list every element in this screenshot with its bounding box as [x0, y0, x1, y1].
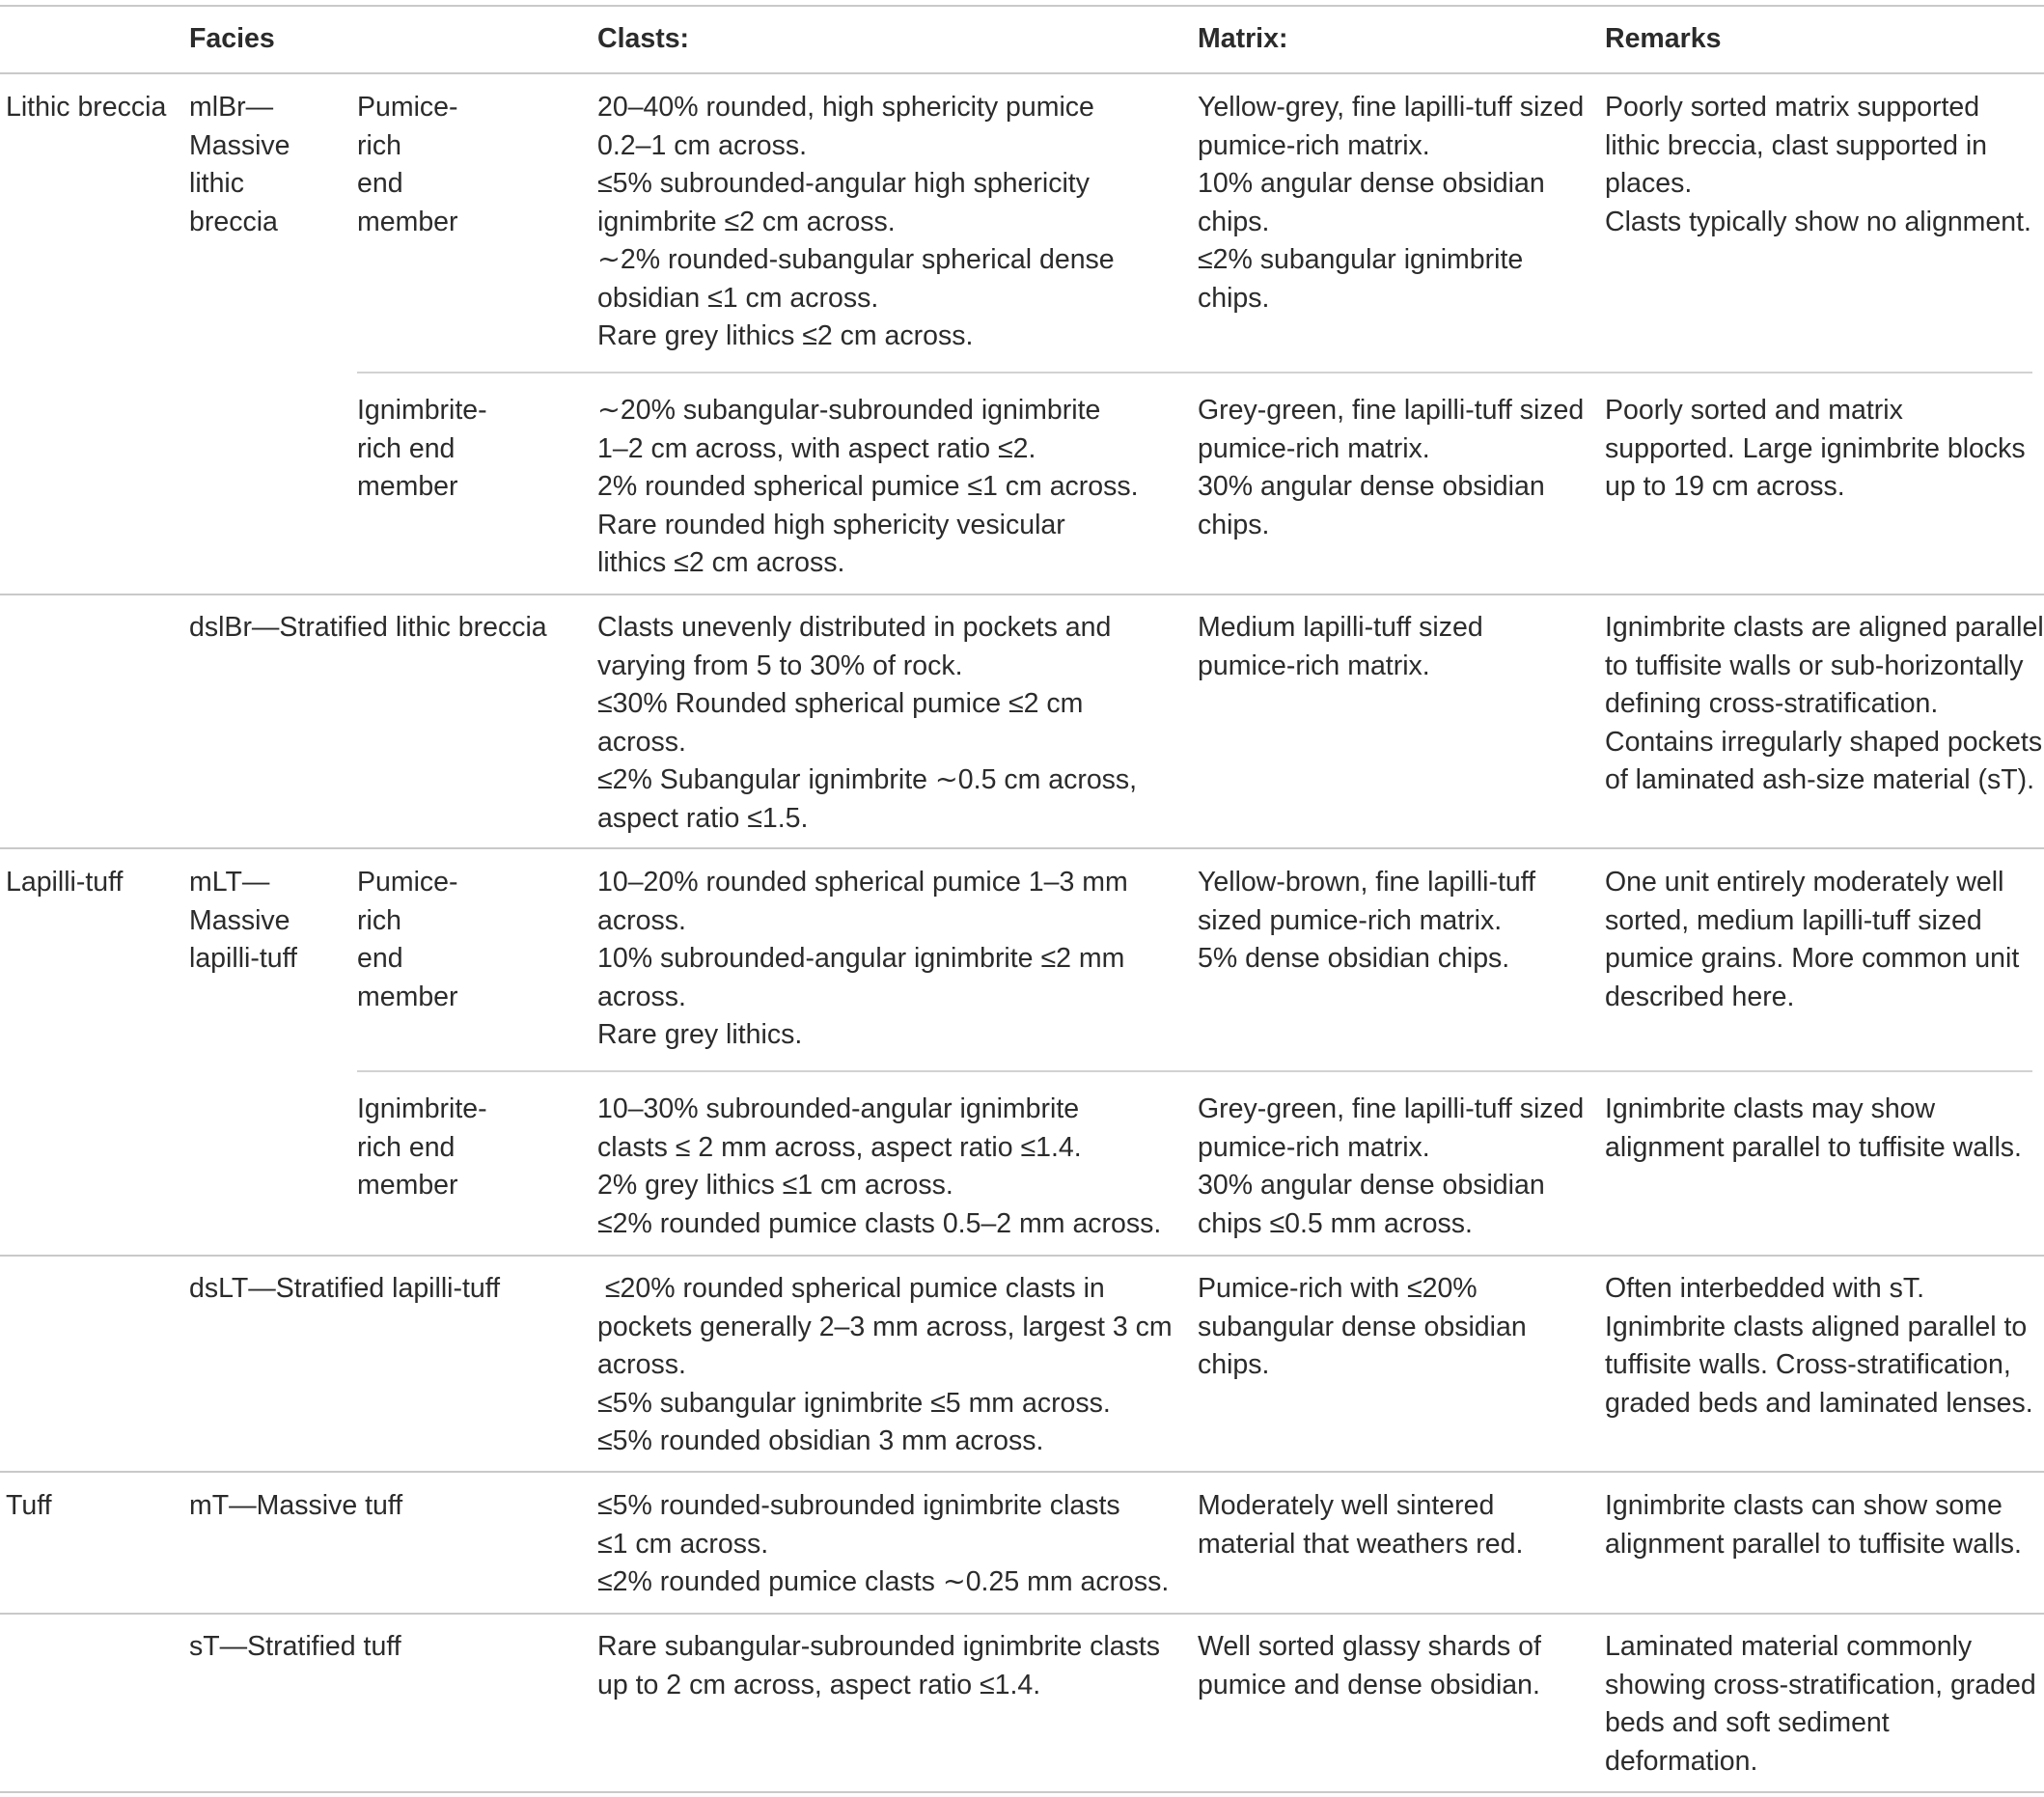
clasts-line: 1–2 cm across, with aspect ratio ≤2.: [597, 433, 1036, 464]
clasts-line: 10–30% subrounded-angular ignimbrite: [597, 1093, 1080, 1124]
matrix-line: sized pumice-rich matrix.: [1198, 905, 1503, 936]
member-line: Ignimbrite-: [357, 395, 487, 426]
clasts-line: 2% grey lithics ≤1 cm across.: [597, 1170, 953, 1201]
header-remarks: Remarks: [1605, 23, 1722, 54]
member-line: member: [357, 471, 458, 502]
matrix-line: Moderately well sintered: [1198, 1490, 1495, 1521]
matrix-line: Grey-green, fine lapilli-tuff sized: [1198, 395, 1585, 426]
remarks-line: Poorly sorted matrix supported: [1605, 92, 1980, 123]
matrix-line: Yellow-grey, fine lapilli-tuff sized: [1198, 92, 1585, 123]
remarks-line: supported. Large ignimbrite blocks: [1605, 433, 2026, 464]
remarks-line: up to 19 cm across.: [1605, 471, 1845, 502]
remarks-line: sorted, medium lapilli-tuff sized: [1605, 905, 1982, 936]
clasts-line: across.: [597, 727, 686, 758]
matrix-line: pumice-rich matrix.: [1198, 650, 1430, 681]
facies-line: lithic: [189, 168, 245, 199]
member-line: rich end: [357, 433, 456, 464]
clasts-line: ≤5% rounded-subrounded ignimbrite clasts: [597, 1490, 1120, 1521]
facies-line: breccia: [189, 207, 278, 237]
header-matrix: Matrix:: [1198, 23, 1288, 54]
facies-line: mlBr—: [189, 92, 274, 123]
matrix-line: chips.: [1198, 510, 1270, 540]
member-line: member: [357, 1170, 458, 1201]
clasts-line: Rare rounded high sphericity vesicular: [597, 510, 1065, 540]
clasts-line: ≤2% rounded pumice clasts ∼0.25 mm across.: [597, 1566, 1170, 1597]
header-facies: Facies: [189, 23, 275, 54]
row-rule: [0, 1255, 2044, 1257]
matrix-line: Yellow-brown, fine lapilli-tuff: [1198, 867, 1536, 898]
remarks-line: lithic breccia, clast supported in: [1605, 130, 1988, 161]
row-rule: [0, 847, 2044, 849]
group-label: Tuff: [6, 1490, 52, 1521]
facies-line: mT—Massive tuff: [189, 1490, 403, 1521]
matrix-line: subangular dense obsidian: [1198, 1312, 1527, 1342]
facies-line: Massive: [189, 130, 290, 161]
matrix-line: pumice-rich matrix.: [1198, 1132, 1430, 1163]
clasts-line: ≤5% rounded obsidian 3 mm across.: [597, 1425, 1044, 1456]
member-line: rich end: [357, 1132, 456, 1163]
remarks-line: of laminated ash-size material (sT).: [1605, 764, 2035, 795]
matrix-line: ≤2% subangular ignimbrite: [1198, 244, 1524, 275]
clasts-line: across.: [597, 981, 686, 1012]
matrix-line: chips.: [1198, 207, 1270, 237]
matrix-line: Grey-green, fine lapilli-tuff sized: [1198, 1093, 1585, 1124]
table-top-rule: [0, 5, 2044, 7]
matrix-line: pumice-rich matrix.: [1198, 433, 1430, 464]
remarks-line: Often interbedded with sT.: [1605, 1273, 1925, 1304]
remarks-line: places.: [1605, 168, 1693, 199]
clasts-line: across.: [597, 905, 686, 936]
clasts-line: ≤2% rounded pumice clasts 0.5–2 mm across.: [597, 1208, 1162, 1239]
clasts-line: ∼2% rounded-subangular spherical dense: [597, 244, 1115, 275]
remarks-line: Ignimbrite clasts can show some: [1605, 1490, 2003, 1521]
clasts-line: ≤2% Subangular ignimbrite ∼0.5 cm across,: [597, 764, 1138, 795]
remarks-line: One unit entirely moderately well: [1605, 867, 2004, 898]
clasts-line: clasts ≤ 2 mm across, aspect ratio ≤1.4.: [597, 1132, 1082, 1163]
remarks-line: Poorly sorted and matrix: [1605, 395, 1903, 426]
matrix-line: Pumice-rich with ≤20%: [1198, 1273, 1478, 1304]
row-rule: [0, 1613, 2044, 1615]
member-line: rich: [357, 905, 401, 936]
clasts-line: pockets generally 2–3 mm across, largest 3 cm: [597, 1312, 1173, 1342]
remarks-line: defining cross-stratification.: [1605, 688, 1939, 719]
clasts-line: 2% rounded spherical pumice ≤1 cm across.: [597, 471, 1139, 502]
matrix-line: 30% angular dense obsidian: [1198, 471, 1545, 502]
clasts-line: Rare subangular-subrounded ignimbrite clasts: [597, 1631, 1160, 1662]
member-line: end: [357, 168, 403, 199]
matrix-line: chips.: [1198, 1349, 1270, 1380]
matrix-line: chips ≤0.5 mm across.: [1198, 1208, 1473, 1239]
member-line: Pumice-: [357, 867, 458, 898]
member-line: Pumice-: [357, 92, 458, 123]
clasts-line: Clasts unevenly distributed in pockets and: [597, 612, 1112, 643]
matrix-line: pumice and dense obsidian.: [1198, 1670, 1540, 1700]
facies-line: dslBr—Stratified lithic breccia: [189, 612, 547, 643]
clasts-line: aspect ratio ≤1.5.: [597, 803, 809, 834]
remarks-line: Contains irregularly shaped pockets: [1605, 727, 2043, 758]
remarks-line: graded beds and laminated lenses.: [1605, 1388, 2033, 1419]
clasts-line: Rare grey lithics ≤2 cm across.: [597, 320, 974, 351]
clasts-line: 0.2–1 cm across.: [597, 130, 808, 161]
remarks-line: pumice grains. More common unit: [1605, 943, 2020, 974]
facies-line: sT—Stratified tuff: [189, 1631, 401, 1662]
facies-line: Massive: [189, 905, 290, 936]
remarks-line: Ignimbrite clasts aligned parallel to: [1605, 1312, 2028, 1342]
clasts-line: 10–20% rounded spherical pumice 1–3 mm: [597, 867, 1128, 898]
clasts-line: across.: [597, 1349, 686, 1380]
remarks-line: alignment parallel to tuffisite walls.: [1605, 1132, 2022, 1163]
facies-line: lapilli-tuff: [189, 943, 297, 974]
clasts-line: 20–40% rounded, high sphericity pumice: [597, 92, 1094, 123]
member-line: member: [357, 207, 458, 237]
remarks-line: tuffisite walls. Cross-stratification,: [1605, 1349, 2011, 1380]
remarks-line: Clasts typically show no alignment.: [1605, 207, 2031, 237]
header-clasts: Clasts:: [597, 23, 690, 54]
clasts-line: varying from 5 to 30% of rock.: [597, 650, 963, 681]
table-bottom-rule: [0, 1791, 2044, 1793]
matrix-line: 5% dense obsidian chips.: [1198, 943, 1510, 974]
clasts-line: up to 2 cm across, aspect ratio ≤1.4.: [597, 1670, 1041, 1700]
matrix-line: 30% angular dense obsidian: [1198, 1170, 1545, 1201]
matrix-line: pumice-rich matrix.: [1198, 130, 1430, 161]
clasts-line: Rare grey lithics.: [597, 1019, 803, 1050]
matrix-line: chips.: [1198, 283, 1270, 314]
subrow-rule: [357, 372, 2032, 373]
remarks-line: Laminated material commonly: [1605, 1631, 1973, 1662]
matrix-line: material that weathers red.: [1198, 1529, 1524, 1560]
group-label: Lithic breccia: [6, 92, 167, 123]
facies-line: dsLT—Stratified lapilli-tuff: [189, 1273, 501, 1304]
clasts-line: ≤5% subangular ignimbrite ≤5 mm across.: [597, 1388, 1111, 1419]
header-rule: [0, 72, 2044, 74]
matrix-line: Well sorted glassy shards of: [1198, 1631, 1541, 1662]
facies-line: mLT—: [189, 867, 270, 898]
member-line: end: [357, 943, 403, 974]
clasts-line: ≤20% rounded spherical pumice clasts in: [597, 1273, 1105, 1304]
remarks-line: alignment parallel to tuffisite walls.: [1605, 1529, 2022, 1560]
clasts-line: obsidian ≤1 cm across.: [597, 283, 879, 314]
clasts-line: ≤5% subrounded-angular high sphericity: [597, 168, 1090, 199]
row-rule: [0, 1471, 2044, 1473]
remarks-line: beds and soft sediment: [1605, 1707, 1890, 1738]
clasts-line: 10% subrounded-angular ignimbrite ≤2 mm: [597, 943, 1125, 974]
matrix-line: Medium lapilli-tuff sized: [1198, 612, 1483, 643]
member-line: rich: [357, 130, 401, 161]
clasts-line: lithics ≤2 cm across.: [597, 547, 845, 578]
group-label: Lapilli-tuff: [6, 867, 124, 898]
clasts-line: ∼20% subangular-subrounded ignimbrite: [597, 395, 1101, 426]
subrow-rule: [357, 1070, 2032, 1072]
remarks-line: Ignimbrite clasts are aligned parallel: [1605, 612, 2044, 643]
clasts-line: ignimbrite ≤2 cm across.: [597, 207, 896, 237]
remarks-line: showing cross-stratification, graded: [1605, 1670, 2036, 1700]
remarks-line: deformation.: [1605, 1746, 1758, 1777]
remarks-line: to tuffisite walls or sub-horizontally: [1605, 650, 2024, 681]
remarks-line: Ignimbrite clasts may show: [1605, 1093, 1936, 1124]
member-line: member: [357, 981, 458, 1012]
matrix-line: 10% angular dense obsidian: [1198, 168, 1545, 199]
member-line: Ignimbrite-: [357, 1093, 487, 1124]
clasts-line: ≤1 cm across.: [597, 1529, 769, 1560]
row-rule: [0, 594, 2044, 595]
remarks-line: described here.: [1605, 981, 1795, 1012]
clasts-line: ≤30% Rounded spherical pumice ≤2 cm: [597, 688, 1084, 719]
